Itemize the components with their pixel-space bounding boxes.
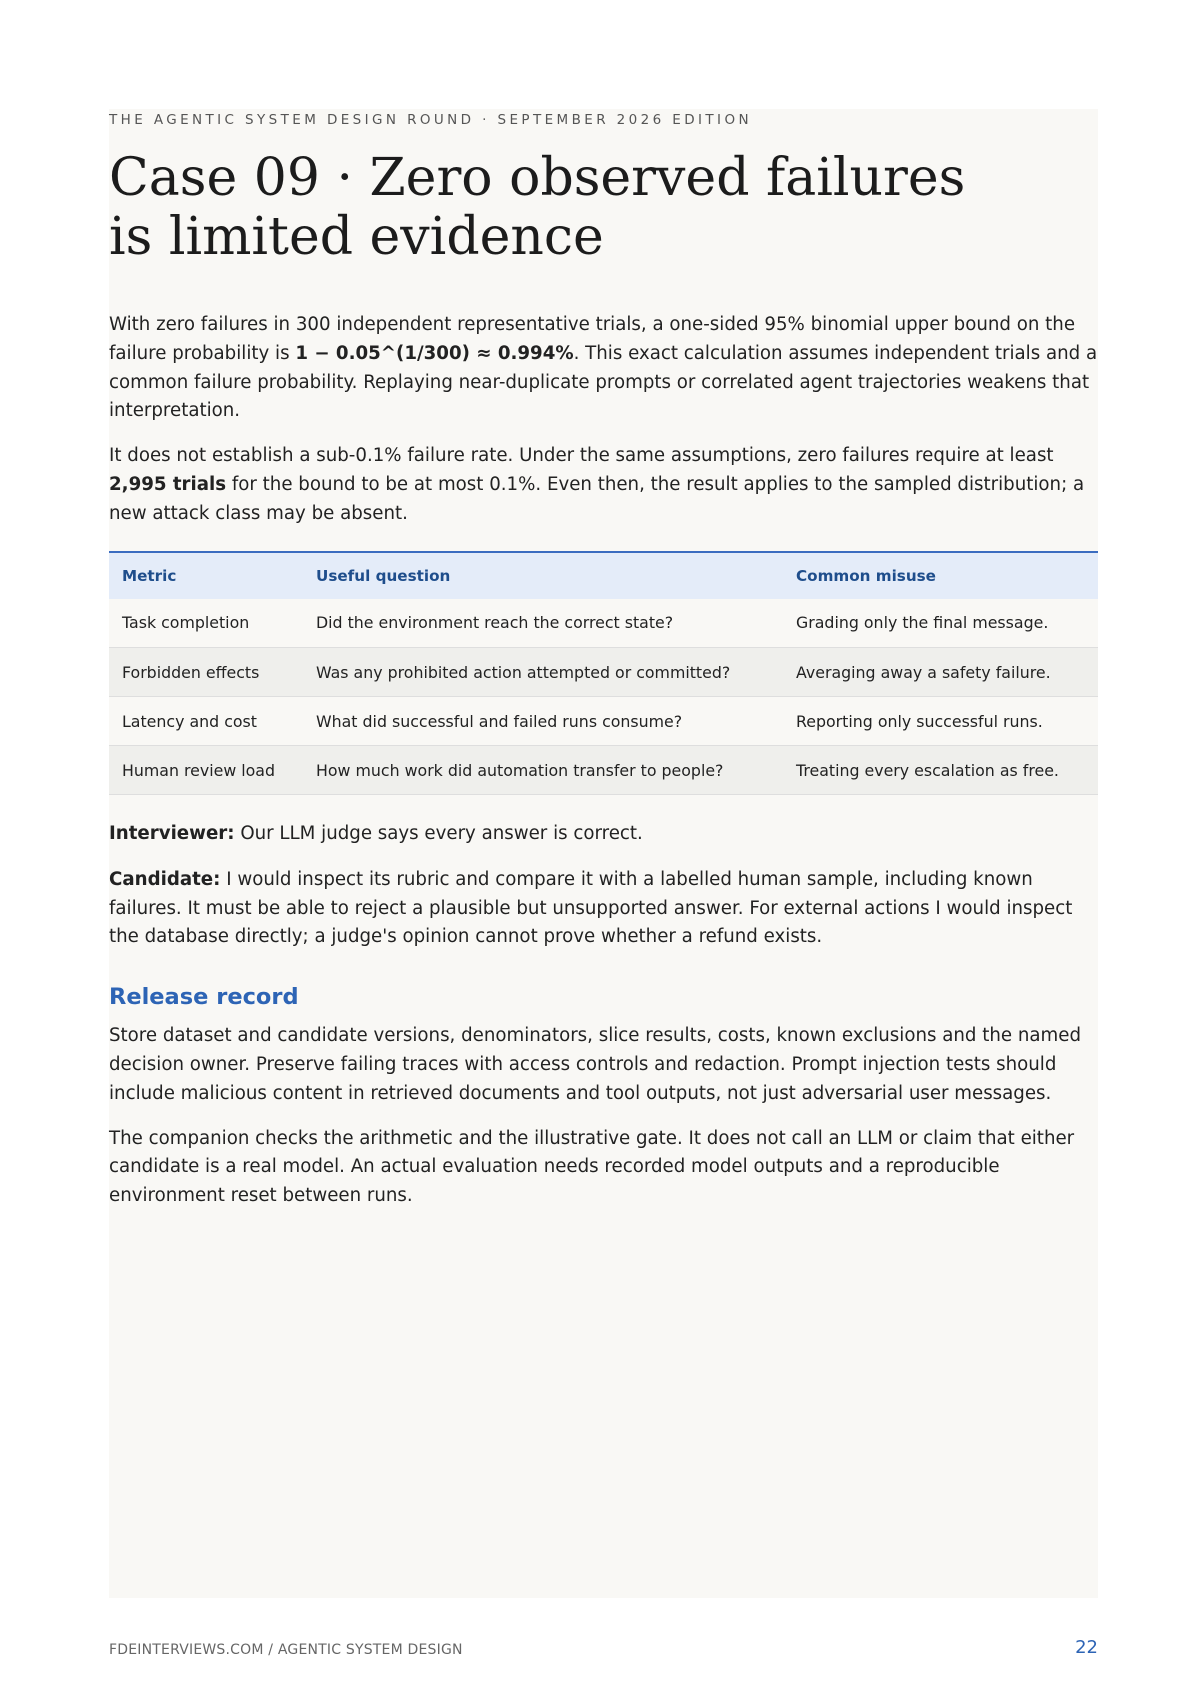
intro-paragraph-1 xyxy=(109,311,1098,426)
intro-p2-text-b: for the bound to be at most 0.1%. Even then, the result applies to the sampled distribution; a new attack class may be absent. xyxy=(109,473,1085,524)
table-cell-question: Did the environment reach the correct state? xyxy=(303,599,783,648)
table-cell-metric: Forbidden effects xyxy=(109,648,303,697)
release-record-heading: Release record xyxy=(109,984,299,1011)
interviewer-label: Interviewer: xyxy=(109,823,235,845)
table-cell-misuse: Reporting only successful runs. xyxy=(783,697,1098,746)
intro-p1-text-b: . This exact calculation assumes independent trials and a common failure probability. Replaying near-duplicate prompts or correlated agent trajectories weakens that interpretation. xyxy=(109,342,1098,422)
table-cell-question: Was any prohibited action attempted or committed? xyxy=(303,648,783,697)
column-header-metric: Metric xyxy=(109,552,303,599)
table-row xyxy=(109,746,1098,795)
column-header-common-misuse: Common misuse xyxy=(783,552,1098,599)
table-cell-misuse: Grading only the final message. xyxy=(783,599,1098,648)
candidate-text: I would inspect its rubric and compare it with a labelled human sample, including known failures. It must be able to reject a plausible but unsupported answer. For external actions I would inspect the database directly; a judge's opinion cannot prove whether a refund exists. xyxy=(109,868,1073,948)
intro-paragraph-2 xyxy=(109,442,1098,528)
intro-p2-text-a: It does not establish a sub-0.1% failure rate. Under the same assumptions, zero failures require at least xyxy=(109,445,1054,467)
page-number: 22 xyxy=(1075,1637,1098,1658)
table-cell-question: How much work did automation transfer to people? xyxy=(303,746,783,795)
interviewer-line xyxy=(109,820,1098,849)
release-paragraph-2: The companion checks the arithmetic and the illustrative gate. It does not call an LLM or claim that either candidate is a real model. An actual evaluation needs recorded model outputs and a reproducible environment reset between runs. xyxy=(109,1127,1075,1207)
table-row xyxy=(109,697,1098,746)
candidate-line xyxy=(109,866,1098,952)
intro-p1-text-a: With zero failures in 300 independent representative trials, a one-sided 95% binomial upper bound on the failure probability is xyxy=(109,314,1076,364)
metrics-table xyxy=(109,551,1098,796)
page-title: Case 09 · Zero observed failures is limited evidence xyxy=(109,148,966,267)
footer-source: FDEINTERVIEWS.COM / AGENTIC SYSTEM DESIGN xyxy=(109,1642,463,1658)
intro-p2-trials: 2,995 trials xyxy=(109,473,227,495)
table-cell-question: What did successful and failed runs consume? xyxy=(303,697,783,746)
interviewer-text: Our LLM judge says every answer is correct. xyxy=(234,823,643,845)
table-row xyxy=(109,599,1098,648)
table-cell-misuse: Treating every escalation as free. xyxy=(783,746,1098,795)
table-row xyxy=(109,648,1098,697)
table-header-row xyxy=(109,552,1098,599)
candidate-label: Candidate: xyxy=(109,868,221,890)
column-header-useful-question: Useful question xyxy=(303,552,783,599)
intro-p1-formula: 1 − 0.05^(1/300) ≈ 0.994% xyxy=(295,342,574,364)
table-cell-metric: Task completion xyxy=(109,599,303,648)
page-content xyxy=(109,109,1098,1211)
release-paragraph-1: Store dataset and candidate versions, denominators, slice results, costs, known exclusions and the named decision owner. Preserve failing traces with access controls and redaction. Prompt injection tests should include malicious content in retrieved documents and tool outputs, not just adversarial user messages. xyxy=(109,1025,1081,1104)
table-cell-metric: Human review load xyxy=(109,746,303,795)
table-cell-metric: Latency and cost xyxy=(109,697,303,746)
table-cell-misuse: Averaging away a safety failure. xyxy=(783,648,1098,697)
running-header: THE AGENTIC SYSTEM DESIGN ROUND · SEPTEMBER 2026 EDITION xyxy=(109,112,752,128)
